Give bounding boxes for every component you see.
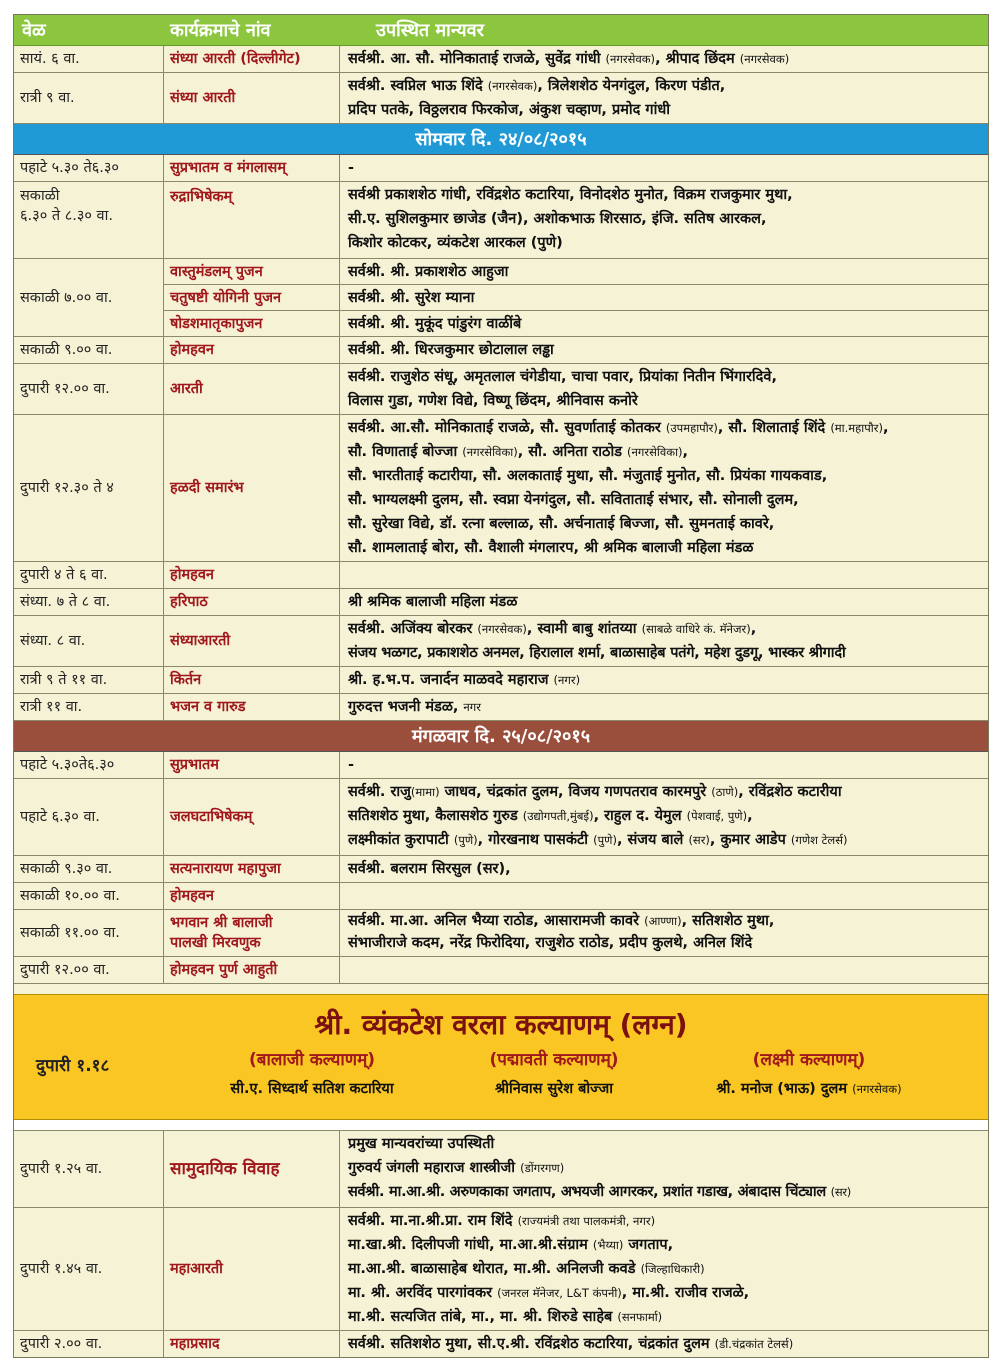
table-row [14, 364, 988, 415]
header-program: कार्यक्रमाचे नांव [170, 20, 271, 41]
table-row [14, 667, 988, 694]
row-program: होमहवन [164, 883, 340, 909]
row-program-group [164, 259, 340, 336]
row-program: सत्यनारायण महापुजा [164, 856, 340, 882]
table-row [14, 562, 988, 589]
table-row [14, 589, 988, 616]
wedding-title: श्री. व्यंकटेश वरला कल्याणम् (लग्न) [314, 1008, 688, 1041]
row-time: सकाळी ९.०० वा. [14, 337, 164, 363]
row-guests: सर्वश्री. आ.सौ. मोनिकाताई राजळे, सौ. सुवर्णाताई कोतकर (उपमहापौर), सौ. शिलाताई शिंदे (मा.महापौर), सौ. विणाताई बोज्जा (नगरसेविका), सौ. अनिता राठोड (नगरसेविका), सौ. भारतीताई कटारीया, सौ. अलकाताई मुथा, सौ. मंजुताई मुनोत, सौ. प्रियंका गायकवाड, सौ. भाग्यलक्ष्मी दुलम, सौ. स्वप्ना येनगंदुल, सौ. सविताताई संभार, सौ. सोनाली दुलम, सौ. सुरेखा विद्ये, डॉ. रत्ना बल्लाळ, सौ. अर्चनाताई बिज्जा, सौ. सुमनताई कावरे, सौ. शामलाताई बोरा, सौ. वैशाली मंगलारप, श्री श्रमिक बालाजी महिला मंडळ [348, 420, 889, 556]
table-row [14, 856, 988, 883]
row-program: होमहवन [164, 562, 340, 588]
table-row [14, 752, 988, 779]
row-time: सकाळी १०.०० वा. [14, 883, 164, 909]
table-row [14, 883, 988, 910]
header-time: वेळ [22, 20, 46, 41]
table-row [14, 46, 988, 73]
row-program: भगवान श्री बालाजी पालखी मिरवणुक [164, 910, 340, 956]
row-program: संध्या आरती [164, 73, 340, 123]
row-time: दुपारी २.०० वा. [14, 1331, 164, 1357]
row-guests: सर्वश्री. अजिंक्य बोरकर (नगरसेवक), स्वामी बाबु शांतय्या (साबळे वाधिरे कं. मॅनेजर), संजय भळगट, प्रकाशशेठ अनमल, हिरालाल शर्मा, बाळासाहेब पतंगे, महेश दुडगू, भास्कर श्रीगादी [348, 621, 846, 661]
row-program: वास्तुमंडलम् पुजन [164, 259, 339, 285]
row-guests: श्री श्रमिक बालाजी महिला मंडळ [348, 594, 518, 610]
header-guests: उपस्थित मान्यवर [376, 20, 484, 41]
row-program: सुप्रभातम व मंगलासम् [164, 155, 340, 181]
wedding-balaji [192, 1047, 432, 1098]
wedding-name: श्रीनिवास सुरेश बोज्जा [495, 1081, 613, 1097]
row-program: जलघटाभिषेकम् [164, 779, 340, 855]
table-row [14, 1208, 988, 1331]
table-row [14, 73, 988, 124]
row-guests: सर्वश्री. श्री. धिरजकुमार छोटालाल लड्ढा [348, 342, 554, 358]
row-program: भजन व गारुड [164, 694, 340, 720]
row-program: संध्याआरती [164, 616, 340, 666]
wedding-label: (लक्ष्मी कल्याणम्) [752, 1050, 866, 1070]
spacer [14, 1120, 988, 1131]
row-time: रात्री ९ वा. [14, 73, 164, 123]
row-time: दुपारी १२.३० ते ४ [14, 415, 164, 561]
table-row [14, 694, 988, 721]
day-banner-tuesday: मंगळवार दि. २५/०८/२०१५ [14, 721, 988, 752]
row-program: हरिपाठ [164, 589, 340, 615]
row-time: रात्री ९ ते ११ वा. [14, 667, 164, 693]
row-guests: सर्वश्री. आ. सौ. मोनिकाताई राजळे, सुवेंद्र गांधी (नगरसेवक), श्रीपाद छिंदम (नगरसेवक) [348, 51, 790, 67]
wedding-label: (पद्मावती कल्याणम्) [489, 1050, 619, 1070]
row-guests: प्रमुख मान्यवरांच्या उपस्थिती गुरुवर्य जंगली महाराज शास्त्रीजी (डोंगरगण) सर्वश्री. मा.आ.श्री. अरुणकाका जगताप, अभयजी आगरकर, प्रशांत गडाख, अंबादास चिंट्याल (सर) [348, 1136, 851, 1200]
table-row [14, 155, 988, 182]
row-program: महाप्रसाद [164, 1331, 340, 1357]
row-time: सकाळी ६.३० ते ८.३० वा. [14, 182, 164, 258]
day-banner-monday: सोमवार दि. २४/०८/२०१५ [14, 124, 988, 155]
wedding-name: सी.ए. सिध्दार्थ सतिश कटारिया [230, 1081, 394, 1097]
row-program: चतुषष्टी योगिनी पुजन [164, 285, 339, 311]
table-row [14, 415, 988, 562]
row-program: आरती [164, 364, 340, 414]
wedding-banner [14, 994, 988, 1120]
row-guests: सर्वश्री. श्री. प्रकाशशेठ आहुजा [340, 259, 988, 285]
wedding-padmavati [434, 1047, 674, 1098]
table-row [14, 259, 988, 337]
table-header [14, 15, 988, 46]
table-row [14, 1131, 988, 1208]
row-program: किर्तन [164, 667, 340, 693]
row-time: पहाटे ५.३० ते६.३० [14, 155, 164, 181]
row-time: पहाटे ५.३०ते६.३० [14, 752, 164, 778]
row-guests: सर्वश्री. बलराम सिरसुल (सर), [348, 861, 511, 877]
row-guests [340, 957, 988, 983]
row-guests: - [348, 757, 355, 773]
row-guests: सर्वश्री. स्वप्निल भाऊ शिंदे (नगरसेवक), त्रिलेशशेठ येनगंदुल, किरण पंडीत, प्रदिप पतके, विठ्ठलराव फिरकोज, अंकुश चव्हाण, प्रमोद गांधी [348, 78, 726, 118]
row-program: होमहवन [164, 337, 340, 363]
table-row [14, 616, 988, 667]
row-time: पहाटे ६.३० वा. [14, 779, 164, 855]
row-time: दुपारी १२.०० वा. [14, 957, 164, 983]
row-time: संध्या. ८ वा. [14, 616, 164, 666]
row-guests: सर्वश्री. राजु(मामा) जाधव, चंद्रकांत दुलम, विजय गणपतराव कारमपुरे (ठाणे), रविंद्रशेठ कटारीया सतिशशेठ मुथा, कैलासशेठ गुरुड (उद्योगपती,मुंबई), राहुल द. येमुल (पेशवाई, पुणे), लक्ष्मीकांत कुरापाटी (पुणे), गोरखनाथ पासकंटी (पुणे), संजय बाले (सर), कुमार आडेप (गणेश टेलर्स) [348, 784, 848, 848]
row-guests: श्री. ह.भ.प. जनार्दन माळवदे महाराज (नगर) [348, 672, 581, 688]
row-guests: सर्वश्री. मा.ना.श्री.प्रा. राम शिंदे (राज्यमंत्री तथा पालकमंत्री, नगर) मा.खा.श्री. दिलीपजी गांधी, मा.आ.श्री.संग्राम (भैय्या) जगताप, मा.आ.श्री. बाळासाहेब थोरात, मा.श्री. अनिलजी कवडे (जिल्हाधिकारी) मा. श्री. अरविंद पारगांवकर (जनरल मॅनेजर, L&T कंपनी), मा.श्री. राजीव राजळे, मा.श्री. सत्यजित तांबे, मा., मा. श्री. शिरुडे साहेब (सनफार्मा) [348, 1213, 750, 1325]
row-time: रात्री ११ वा. [14, 694, 164, 720]
row-time: दुपारी १.४५ वा. [14, 1208, 164, 1330]
wedding-label: (बालाजी कल्याणम्) [248, 1050, 376, 1070]
row-program: सामुदायिक विवाह [164, 1131, 340, 1207]
schedule-sheet [13, 14, 989, 1358]
row-guests: गुरुदत्त भजनी मंडळ, नगर [348, 699, 481, 715]
row-program: होमहवन पुर्ण आहुती [164, 957, 340, 983]
row-program: षोडशमातृकापुजन [170, 315, 263, 332]
row-guests: सर्वश्री. मा.आ. अनिल भैय्या राठोड, आसारामजी कावरे (आण्णा), सतिशशेठ मुथा, संभाजीराजे कदम, नरेंद्र फिरोदिया, राजुशेठ राठोड, प्रदीप कुलथे, अनिल शिंदे [348, 913, 775, 951]
table-row [14, 1331, 988, 1357]
row-program: रुद्राभिषेकम् [164, 182, 340, 258]
row-time: सकाळी ९.३० वा. [14, 856, 164, 882]
table-row [14, 910, 988, 957]
row-time: सकाळी ११.०० वा. [14, 910, 164, 956]
row-guests: सर्वश्री. राजुशेठ संधू, अमृतलाल चंगेडीया, चाचा पवार, प्रियांका नितीन भिंगारदिवे, विलास गुडा, गणेश विद्ये, विष्णू छिंदम, श्रीनिवास कनोरे [348, 369, 777, 409]
row-guests [340, 883, 988, 909]
row-guests: सर्वश्री प्रकाशशेठ गांधी, रविंद्रशेठ कटारिया, विनोदशेठ मुनोत, विक्रम राजकुमार मुथा, सी.ए. सुशिलकुमार छाजेड (जैन), अशोकभाऊ शिरसाठ, इंजि. सतिष आरकल, किशोर कोटकर, व्यंकटेश आरकल (पुणे) [348, 187, 793, 251]
row-guests: सर्वश्री. श्री. सुरेश म्याना [340, 285, 988, 311]
row-program: संध्या आरती (दिल्लीगेट) [164, 46, 340, 72]
row-guest-group [340, 259, 988, 336]
table-row [14, 337, 988, 364]
table-row [14, 779, 988, 856]
wedding-lakshmi [674, 1047, 944, 1098]
row-time: दुपारी १२.०० वा. [14, 364, 164, 414]
wedding-name: श्री. मनोज (भाऊ) दुलम (नगरसेवक) [716, 1081, 902, 1097]
row-program: हळदी समारंभ [164, 415, 340, 561]
row-guests: - [348, 160, 355, 176]
row-time: दुपारी ४ ते ६ वा. [14, 562, 164, 588]
row-time: सायं. ६ वा. [14, 46, 164, 72]
wedding-time: दुपारी १.१८ [36, 1056, 110, 1076]
row-time: संध्या. ७ ते ८ वा. [14, 589, 164, 615]
row-time: दुपारी १.२५ वा. [14, 1131, 164, 1207]
row-guests: सर्वश्री. श्री. मुकूंद पांडुरंग वाळींबे [348, 315, 522, 332]
row-program: महाआरती [164, 1208, 340, 1330]
table-row [14, 182, 988, 259]
row-program: सुप्रभातम [164, 752, 340, 778]
row-time: सकाळी ७.०० वा. [14, 259, 164, 336]
row-guests: सर्वश्री. सतिशशेठ मुथा, सी.ए.श्री. रविंद्रशेठ कटारिया, चंद्रकांत दुलम (डी.चंद्रकांत टेलर्स) [348, 1336, 794, 1352]
table-row [14, 957, 988, 984]
row-guests [340, 562, 988, 588]
